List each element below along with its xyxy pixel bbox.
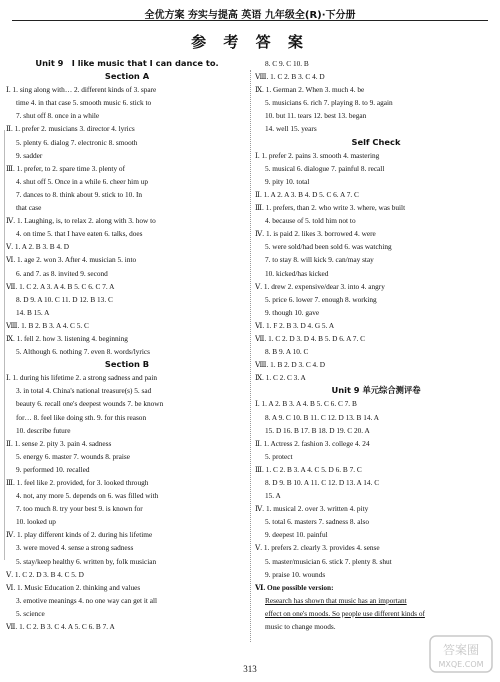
answer-line: 5. Although 6. nothing 7. even 8. words/lyrics <box>16 347 150 357</box>
answer-line: 5. musical 6. dialogue 7. painful 8. recall <box>265 163 385 173</box>
unit-heading: Unit 9 I like music that I can dance to. <box>35 58 219 68</box>
answer-line: 5. stay/keep healthy 6. written by, folk musician <box>16 556 157 566</box>
section-heading: Section B <box>104 359 150 370</box>
answer-line: 4. not, any more 5. depends on 6. was filled with <box>16 491 159 501</box>
answer-line: Ⅸ. 1. German 2. When 3. much 4. be <box>255 85 365 95</box>
section-heading: Section A <box>104 71 150 82</box>
answer-line: 4. shut off 5. Once in a while 6. cheer him up <box>16 176 148 186</box>
answer-line: 14. B 15. A <box>16 307 50 317</box>
answer-line: 8. A 9. C 10. B 11. C 12. D 13. B 14. A <box>265 412 380 422</box>
answer-line: 5. science <box>16 608 45 618</box>
answer-line: 8. C 9. C 10. B <box>265 59 309 68</box>
answer-line: 9. deepest 10. painful <box>265 530 328 540</box>
answer-line: 5. musicians 6. rich 7. playing 8. to 9. again <box>265 98 393 108</box>
answer-line: 3. were moved 4. sense a strong sadness <box>16 543 134 553</box>
answer-line: 8. D 9. A 10. C 11. D 12. B 13. C <box>16 294 113 304</box>
answer-line: Ⅸ. 1. fell 2. how 3. listening 4. beginning <box>6 333 128 343</box>
page-number: 313 <box>243 664 257 674</box>
answer-line: Ⅰ. 1. during his lifetime 2. a strong sadness and pain <box>6 373 158 383</box>
svg-text:MXQE.COM: MXQE.COM <box>438 660 484 669</box>
answer-line: 7. to stay 8. will kick 9. can/may stay <box>265 255 374 265</box>
answer-line: Ⅰ. 1. sing along with… 2. different kinds of 3. spare <box>6 85 157 95</box>
answer-line: Ⅴ. 1. prefers 2. clearly 3. provides 4. sense <box>255 543 380 553</box>
watermark-logo <box>428 632 494 676</box>
answer-line: time 4. in that case 5. smooth music 6. stick to <box>16 98 152 108</box>
page-edge-tab <box>0 130 5 560</box>
answer-line: Ⅱ. 1. A 2. A 3. B 4. D 5. C 6. A 7. C <box>255 189 359 199</box>
answer-line: 15. D 16. B 17. B 18. D 19. C 20. A <box>265 425 370 435</box>
header-rule <box>12 20 488 21</box>
answer-line: Ⅲ. 1. C 2. B 3. A 4. C 5. D 6. B 7. C <box>255 464 362 474</box>
answer-line: music to change moods. <box>265 622 336 632</box>
answer-line: 8. D 9. B 10. A 11. C 12. D 13. A 14. C <box>265 478 380 487</box>
essay-line: Research has shown that music has an important <box>265 595 407 605</box>
column-divider <box>250 70 251 642</box>
answer-line: Ⅶ. 1. C 2. A 3. A 4. B 5. C 6. C 7. A <box>6 281 115 291</box>
answer-line: Ⅳ. 1. Laughing, is, to relax 2. along with 3. how to <box>6 216 156 226</box>
svg-text:答案圈: 答案圈 <box>442 643 480 657</box>
answer-line: 10. kicked/has kicked <box>265 268 329 278</box>
answer-line: Ⅳ. 1. is paid 2. likes 3. borrowed 4. were <box>255 229 376 239</box>
answer-line: 9. sadder <box>16 150 43 160</box>
right-column <box>255 57 497 633</box>
answer-line: 4. because of 5. told him not to <box>265 216 356 226</box>
answer-line: Ⅱ. 1. Actress 2. fashion 3. college 4. 24 <box>255 438 370 448</box>
answer-line: 9. though 10. gave <box>265 307 320 317</box>
answer-line: Ⅱ. 1. sense 2. pity 3. pain 4. sadness <box>6 438 112 448</box>
answer-line: for… 8. feel like doing sth. 9. for this reason <box>16 412 147 422</box>
answer-line: Ⅷ. 1. B 2. B 3. A 4. C 5. C <box>6 320 89 330</box>
answer-line: Ⅱ. 1. prefer 2. musicians 3. director 4. lyrics <box>6 124 135 134</box>
answer-line: that case <box>16 203 42 213</box>
answer-line: Ⅲ. 1. feel like 2. provided, for 3. looked through <box>6 478 149 487</box>
answer-line: Ⅸ. 1. C 2. C 3. A <box>255 373 306 383</box>
running-header: 全优方案 夯实与提高 英语 九年级全(R)·下分册 <box>144 10 356 21</box>
answer-line: 9. pity 10. total <box>265 176 310 186</box>
answer-line: Ⅷ. 1. B 2. D 3. C 4. D <box>255 360 326 370</box>
answer-line: 8. B 9. A 10. C <box>265 347 309 357</box>
essay-line: effect on one's moods. So people use different kinds of <box>265 608 425 618</box>
answer-line: Ⅶ. 1. C 2. D 3. D 4. B 5. D 6. A 7. C <box>255 333 365 343</box>
answer-line: Ⅰ. 1. prefer 2. pains 3. smooth 4. mastering <box>255 150 380 160</box>
answer-line: Ⅵ. 1. age 2. won 3. After 4. musician 5. into <box>6 255 137 265</box>
section-heading: Self Check <box>351 136 401 147</box>
answer-line: 4. on time 5. that I have eaten 6. talks, does <box>16 229 143 239</box>
answer-line: Ⅲ. 1. prefers, than 2. who write 3. where, was built <box>255 203 406 213</box>
page-title: 参 考 答 案 <box>191 33 309 51</box>
answer-line: 5. price 6. lower 7. enough 8. working <box>265 294 377 304</box>
answer-line: Ⅴ. 1. drew 2. expensive/dear 3. into 4. angry <box>255 281 385 291</box>
answer-line: Ⅵ. 1. Music Education 2. thinking and values <box>6 582 141 592</box>
answer-line: 5. master/musician 6. stick 7. plenty 8. shut <box>265 556 392 566</box>
answer-line: 6. and 7. as 8. invited 9. second <box>16 268 108 278</box>
answer-line: 3. in total 4. China's national treasure(s) 5. sad <box>16 386 152 396</box>
answer-line: 5. energy 6. master 7. wounds 8. praise <box>16 451 130 461</box>
writing-label: Ⅵ. One possible version: <box>255 582 334 592</box>
answer-line: 7. shut off 8. once in a while <box>16 111 100 121</box>
answer-line: Ⅰ. 1. A 2. B 3. A 4. B 5. C 6. C 7. B <box>255 399 357 409</box>
answer-line: beauty 6. recall one's deepest wounds 7. be known <box>16 399 164 409</box>
answer-line: 9. praise 10. wounds <box>265 569 326 579</box>
answer-line: Ⅳ. 1. play different kinds of 2. during his lifetime <box>6 530 153 540</box>
answer-line: Ⅲ. 1. prefer, to 2. spare time 3. plenty of <box>6 163 126 173</box>
answer-line: Ⅷ. 1. C 2. B 3. C 4. D <box>255 72 325 82</box>
answer-line: 5. protect <box>265 451 293 461</box>
answer-line: 5. total 6. masters 7. sadness 8. also <box>265 517 369 527</box>
answer-line: 9. performed 10. recalled <box>16 464 90 474</box>
answer-line: 5. plenty 6. dialog 7. electronic 8. smooth <box>16 137 138 147</box>
answer-line: Ⅴ. 1. C 2. D 3. B 4. C 5. D <box>6 569 84 579</box>
answer-line: 3. emotive meanings 4. no one way can get it all <box>16 595 158 605</box>
answer-line: 14. well 15. years <box>265 124 317 134</box>
answer-line: Ⅵ. 1. F 2. B 3. D 4. G 5. A <box>255 320 335 330</box>
answer-line: 10. but 11. tears 12. best 13. began <box>265 111 367 121</box>
answer-line: 10. looked up <box>16 517 56 527</box>
answer-line: 10. describe future <box>16 425 71 435</box>
answer-line: 5. were sold/had been sold 6. was watching <box>265 242 392 252</box>
answer-line: Ⅳ. 1. musical 2. over 3. written 4. pity <box>255 504 369 514</box>
answer-line: 15. A <box>265 491 281 501</box>
answer-line: 7. too much 8. try your best 9. is known for <box>16 504 143 514</box>
answer-line: Ⅶ. 1. C 2. B 3. C 4. A 5. C 6. B 7. A <box>6 622 115 632</box>
unit-heading: Unit 9 单元综合测评卷 <box>331 385 421 396</box>
left-column <box>6 57 248 633</box>
answer-line: 7. dances to 8. think about 9. stick to 10. In <box>16 189 143 199</box>
answer-line: Ⅴ. 1. A 2. B 3. B 4. D <box>6 242 70 252</box>
